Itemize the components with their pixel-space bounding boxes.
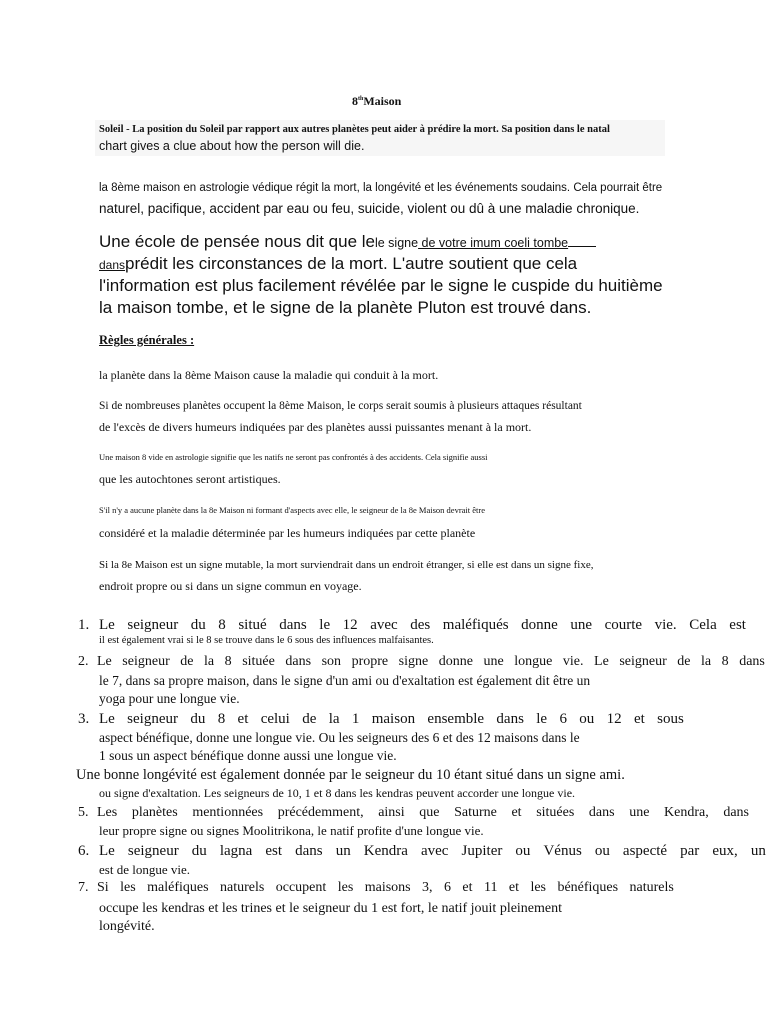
word: Le bbox=[99, 617, 115, 633]
list-item-4-line-1: Une bonne longévité est également donnée par le seigneur du 10 étant situé dans un signe ami. bbox=[76, 767, 625, 783]
word: donne bbox=[438, 654, 473, 669]
word: Kendra, bbox=[664, 805, 709, 820]
word: un bbox=[335, 843, 351, 859]
word: vie. bbox=[562, 654, 584, 669]
word: vie. bbox=[654, 617, 677, 633]
list-item-7-line-3: longévité. bbox=[99, 919, 155, 934]
word: de bbox=[677, 654, 691, 669]
list-item-2-line-3: yoga pour une longue vie. bbox=[99, 691, 240, 706]
word: dans bbox=[496, 711, 524, 727]
word: 1 bbox=[351, 711, 360, 727]
word: et bbox=[511, 805, 522, 820]
list-item-2-line-2: le 7, dans sa propre maison, dans le signe d'un ami ou d'exaltation est également dit être un bbox=[99, 673, 591, 688]
rule-1: la planète dans la 8ème Maison cause la maladie qui conduit à la mort. bbox=[99, 368, 439, 382]
word: que bbox=[419, 805, 440, 820]
word: donne bbox=[521, 617, 558, 633]
word: ensemble bbox=[427, 711, 485, 727]
word: une bbox=[483, 654, 504, 669]
word: maison bbox=[371, 711, 416, 727]
word: les bbox=[530, 880, 546, 895]
word: Le bbox=[99, 711, 115, 727]
word: longue bbox=[514, 654, 553, 669]
word: dans bbox=[279, 617, 307, 633]
word: Kendra bbox=[363, 843, 408, 859]
word: avec bbox=[420, 843, 449, 859]
para2-imum: de votre imum coeli tombe bbox=[418, 236, 569, 250]
list-number-2: 2. bbox=[78, 654, 89, 669]
list-item-6-line-2: est de longue vie. bbox=[99, 862, 190, 877]
word: signe bbox=[398, 654, 429, 669]
word: ou bbox=[594, 843, 610, 859]
word: celui bbox=[260, 711, 290, 727]
list-number-5: 5. bbox=[78, 805, 89, 820]
rule-4-line-1: S'il n'y a aucune planète dans la 8e Maison ni formant d'aspects avec elle, le seigneur de la 8e Maison devrait être bbox=[99, 505, 486, 515]
word: 3, bbox=[422, 880, 433, 895]
word: courte bbox=[604, 617, 643, 633]
word: Jupiter bbox=[461, 843, 503, 859]
word: aspecté bbox=[622, 843, 668, 859]
word: de bbox=[180, 654, 194, 669]
word: ou bbox=[515, 843, 531, 859]
word: occupent bbox=[275, 880, 327, 895]
word: la bbox=[328, 711, 340, 727]
word: seigneur bbox=[127, 617, 179, 633]
word: une bbox=[629, 805, 650, 820]
para2-dans: dans bbox=[99, 258, 126, 272]
list-item-3-line-3: 1 sous un aspect bénéfique donne aussi une longue vie. bbox=[99, 748, 397, 763]
underline-blank bbox=[568, 236, 596, 247]
intro-line-2: chart gives a clue about how the person will die. bbox=[99, 139, 365, 153]
list-item-7-line-2: occupe les kendras et les trines et le seigneur du 1 est fort, le natif jouit pleinement bbox=[99, 901, 563, 916]
rule-4-line-2: considéré et la maladie déterminée par les humeurs indiquées par cette planète bbox=[99, 526, 476, 540]
word: 12 bbox=[342, 617, 358, 633]
word: 8 bbox=[218, 617, 226, 633]
rule-5-line-1: Si la 8e Maison est un signe mutable, la mort surviendrait dans un endroit étranger, si elle est dans un signe fixe, bbox=[99, 559, 594, 571]
word: des bbox=[410, 617, 431, 633]
word: et bbox=[462, 880, 473, 895]
word: Le bbox=[97, 654, 112, 669]
para1-line-2: naturel, pacifique, accident par eau ou feu, suicide, violent ou dû à une maladie chronique. bbox=[99, 201, 640, 216]
word: une bbox=[570, 617, 593, 633]
word: dans bbox=[285, 654, 312, 669]
para2-line-1 bbox=[99, 232, 596, 252]
word: 6 bbox=[443, 880, 451, 895]
word: et bbox=[237, 711, 249, 727]
word: du bbox=[190, 617, 206, 633]
word: 6 bbox=[559, 711, 567, 727]
rules-heading: Règles générales : bbox=[99, 333, 195, 347]
word: 12 bbox=[606, 711, 622, 727]
para2-text-2: prédit les circonstances de la mort. L'autre soutient que cela bbox=[125, 254, 578, 273]
word: dans bbox=[739, 654, 765, 669]
list-number-1: 1. bbox=[78, 617, 90, 633]
word: seigneur bbox=[127, 843, 179, 859]
list-item-1-line-1 bbox=[99, 617, 746, 634]
list-item-7-line-1 bbox=[97, 880, 674, 896]
list-item-6-line-1 bbox=[99, 843, 766, 860]
rule-5-line-2: endroit propre ou si dans un signe commun en voyage. bbox=[99, 579, 362, 593]
word: lagna bbox=[219, 843, 253, 859]
list-number-6: 6. bbox=[78, 843, 90, 859]
word: Si bbox=[97, 880, 109, 895]
word: son bbox=[321, 654, 342, 669]
para2-line-4: la maison tombe, et le signe de la planète Pluton est trouvé dans. bbox=[99, 298, 592, 317]
word: les bbox=[337, 880, 354, 895]
list-number-3: 3. bbox=[78, 711, 90, 727]
word: eux, bbox=[712, 843, 738, 859]
word: seigneur bbox=[127, 711, 178, 727]
word: et bbox=[633, 711, 645, 727]
word: est bbox=[729, 617, 746, 633]
list-item-3-line-1 bbox=[99, 711, 684, 728]
word: Les bbox=[97, 805, 118, 820]
word: maisons bbox=[364, 880, 411, 895]
word: situées bbox=[536, 805, 575, 820]
word: la bbox=[701, 654, 712, 669]
word: et bbox=[508, 880, 519, 895]
list-item-2-line-1 bbox=[97, 654, 765, 670]
word: dans bbox=[723, 805, 749, 820]
word: le bbox=[319, 617, 331, 633]
word: 8 bbox=[217, 711, 226, 727]
word: 8 bbox=[224, 654, 232, 669]
word: 8 bbox=[721, 654, 729, 669]
word: précédemment, bbox=[277, 805, 364, 820]
page-title: 8thMaison bbox=[352, 94, 402, 108]
list-item-3-line-2: aspect bénéfique, donne une longue vie. Ou les seigneurs des 6 et des 12 maisons dans le bbox=[99, 730, 580, 745]
word: bénéfiques bbox=[557, 880, 619, 895]
intro-line-1: Soleil - La position du Soleil par rapport aux autres planètes peut aider à prédire la mort. Sa position dans le natal bbox=[99, 124, 610, 135]
word: situé bbox=[238, 617, 267, 633]
list-item-5-line-1 bbox=[97, 805, 749, 821]
word: seigneur bbox=[122, 654, 170, 669]
para2-sign: le signe bbox=[374, 236, 419, 250]
word: le bbox=[536, 711, 548, 727]
para1-line-1: la 8ème maison en astrologie védique régit la mort, la longévité et les événements soudains. Cela pourrait être bbox=[99, 182, 663, 194]
word: sous bbox=[657, 711, 684, 727]
word: Cela bbox=[689, 617, 717, 633]
word: planètes bbox=[131, 805, 178, 820]
word: les bbox=[120, 880, 136, 895]
word: seigneur bbox=[619, 654, 667, 669]
word: est bbox=[265, 843, 283, 859]
word: un bbox=[750, 843, 766, 859]
para2-text: Une école de pensée nous dit que le bbox=[99, 232, 375, 251]
word: ou bbox=[579, 711, 595, 727]
word: par bbox=[680, 843, 700, 859]
word: Le bbox=[99, 843, 115, 859]
word: maléfiqués bbox=[442, 617, 509, 633]
para2-line-3: l'information est plus facilement révélée par le signe le cuspide du huitième bbox=[99, 276, 663, 295]
word: située bbox=[242, 654, 275, 669]
word: propre bbox=[351, 654, 389, 669]
rule-3-line-1: Une maison 8 vide en astrologie signifie que les natifs ne seront pas confrontés à des accidents. Cela signifie aussi bbox=[99, 452, 488, 462]
word: Le bbox=[594, 654, 609, 669]
word: dans bbox=[295, 843, 323, 859]
list-item-5-line-2: leur propre signe ou signes Moolitrikona, le natif profite d'une longue vie. bbox=[99, 823, 484, 838]
word: du bbox=[191, 843, 207, 859]
word: la bbox=[204, 654, 215, 669]
word: avec bbox=[370, 617, 398, 633]
word: Saturne bbox=[454, 805, 497, 820]
word: ainsi bbox=[378, 805, 405, 820]
word: naturels bbox=[219, 880, 265, 895]
word: naturels bbox=[629, 880, 674, 895]
list-item-1-line-2: il est également vrai si le 8 se trouve dans le 6 sous des influences malfaisantes. bbox=[99, 635, 434, 646]
word: mentionnées bbox=[192, 805, 264, 820]
rule-3-line-2: que les autochtones seront artistiques. bbox=[99, 472, 281, 486]
word: 11 bbox=[483, 880, 498, 895]
word: dans bbox=[588, 805, 615, 820]
list-item-4-line-2: ou signe d'exaltation. Les seigneurs de 10, 1 et 8 dans les kendras peuvent accorder une longue vie. bbox=[99, 786, 576, 800]
word: du bbox=[190, 711, 206, 727]
word: de bbox=[302, 711, 317, 727]
rule-2-line-1: Si de nombreuses planètes occupent la 8ème Maison, le corps serait soumis à plusieurs attaques résultant bbox=[99, 400, 582, 412]
rule-2-line-2: de l'excès de divers humeurs indiquées par des planètes aussi puissantes menant à la mort. bbox=[99, 420, 532, 434]
list-number-7: 7. bbox=[78, 880, 89, 895]
word: maléfiques bbox=[147, 880, 209, 895]
word: Vénus bbox=[543, 843, 582, 859]
para2-line-2 bbox=[99, 254, 577, 274]
